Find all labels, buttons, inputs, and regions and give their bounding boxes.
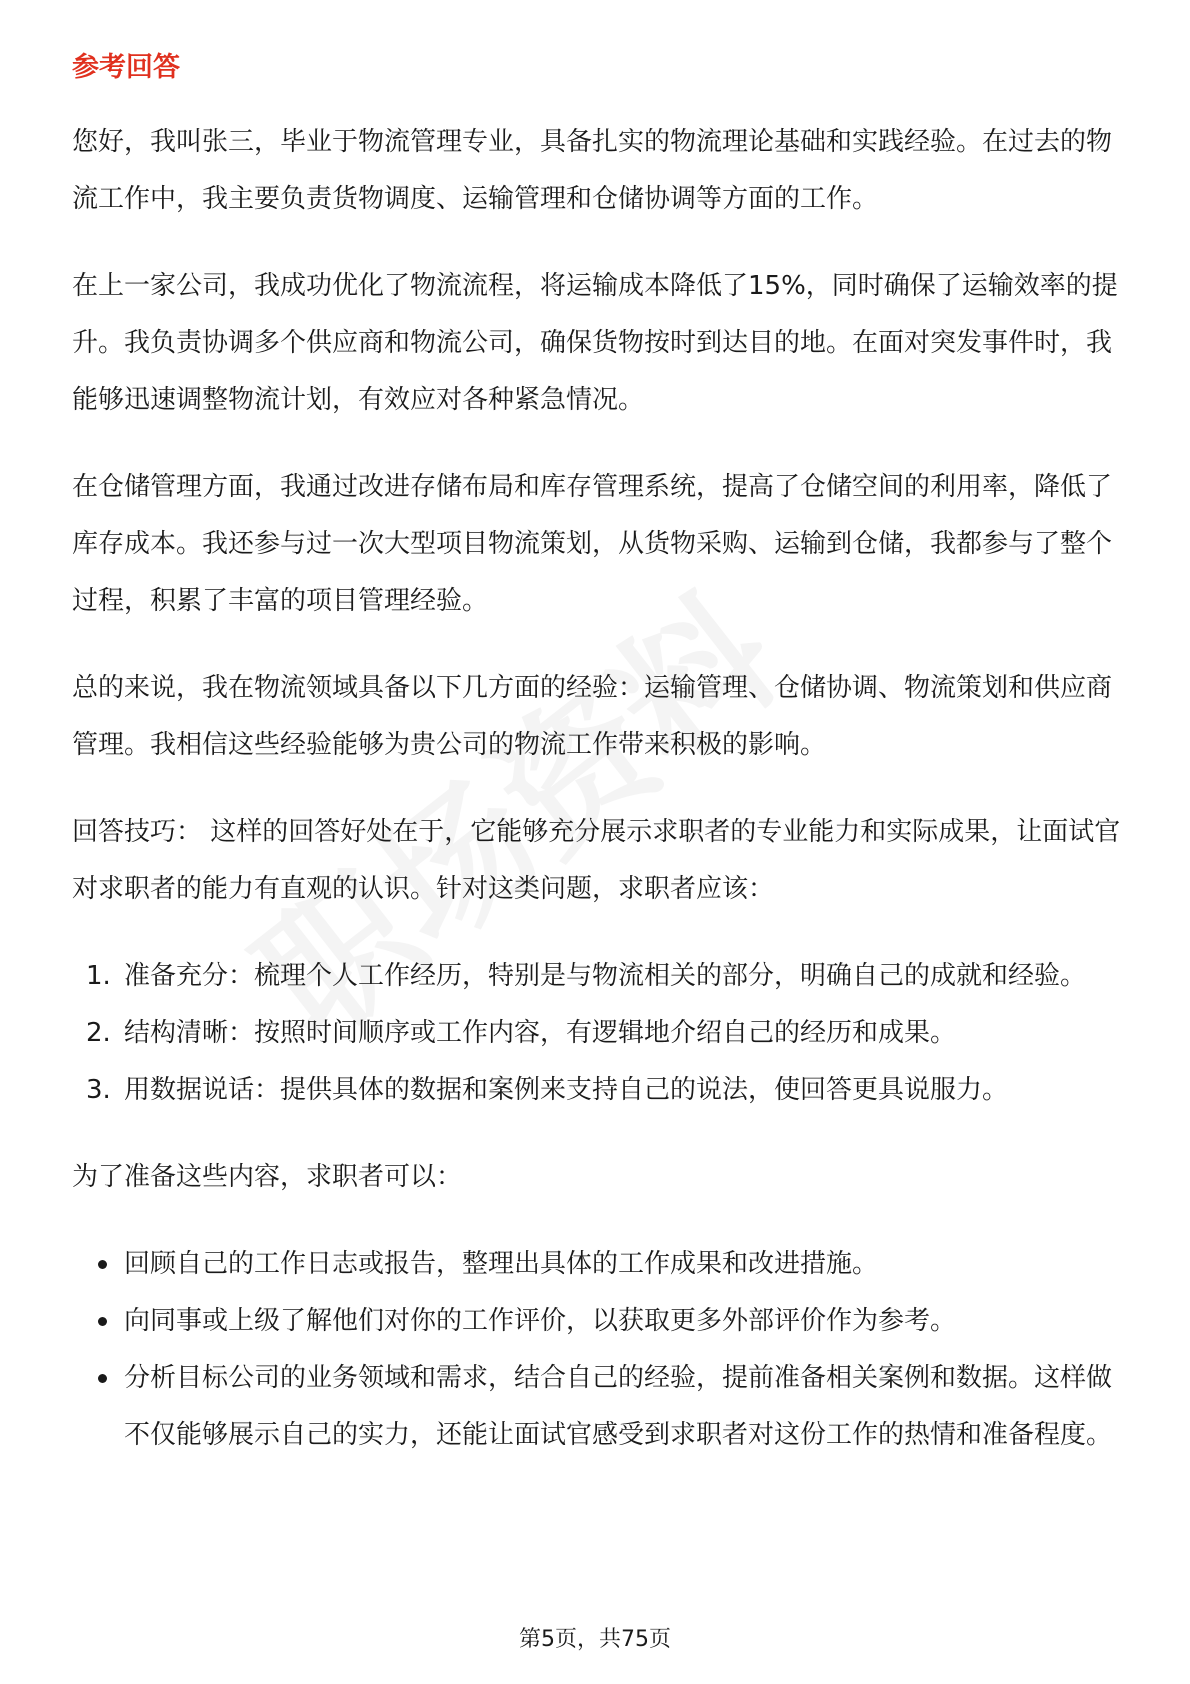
list-item-text: 用数据说话：提供具体的数据和案例来支持自己的说法，使回答更具说服力。	[124, 1075, 1009, 1105]
tips-list	[72, 948, 1122, 1119]
list-item	[72, 1236, 1122, 1293]
paragraph-summary: 总的来说，我在物流领域具备以下几方面的经验：运输管理、仓储协调、物流策划和供应商管理。我相信这些经验能够为贵公司的物流工作带来积极的影响。	[72, 673, 1113, 760]
list-item-text: 向同事或上级了解他们对你的工作评价，以获取更多外部评价作为参考。	[124, 1306, 957, 1336]
prep-list	[72, 1236, 1122, 1464]
list-item-text: 结构清晰：按照时间顺序或工作内容，有逻辑地介绍自己的经历和成果。	[124, 1018, 957, 1048]
section-heading: 参考回答	[72, 52, 180, 83]
list-item-text: 回顾自己的工作日志或报告，整理出具体的工作成果和改进措施。	[124, 1249, 879, 1279]
list-number: 3.	[86, 1075, 111, 1105]
paragraph-prep-intro: 为了准备这些内容，求职者可以：	[72, 1162, 463, 1192]
list-item	[72, 948, 1122, 1005]
list-item	[72, 1062, 1122, 1119]
list-item-text: 准备充分：梳理个人工作经历，特别是与物流相关的部分，明确自己的成就和经验。	[124, 961, 1087, 991]
bullet-icon	[98, 1260, 107, 1269]
list-item	[72, 1005, 1122, 1062]
bullet-icon	[98, 1317, 107, 1326]
paragraph-intro: 您好，我叫张三，毕业于物流管理专业，具备扎实的物流理论基础和实践经验。在过去的物流工作中，我主要负责货物调度、运输管理和仓储协调等方面的工作。	[72, 127, 1113, 214]
list-number: 2.	[86, 1018, 111, 1048]
list-item-text: 分析目标公司的业务领域和需求，结合自己的经验，提前准备相关案例和数据。这样做不仅能够展示自己的实力，还能让面试官感受到求职者对这份工作的热情和准备程度。	[124, 1363, 1113, 1450]
page-footer: 第5页，共75页	[519, 1627, 671, 1652]
bullet-icon	[98, 1374, 107, 1383]
document-page	[72, 48, 1122, 1464]
list-item	[72, 1293, 1122, 1350]
paragraph-warehouse: 在仓储管理方面，我通过改进存储布局和库存管理系统，提高了仓储空间的利用率，降低了库存成本。我还参与过一次大型项目物流策划，从货物采购、运输到仓储，我都参与了整个过程，积累了丰富的项目管理经验。	[72, 472, 1113, 616]
list-number: 1.	[86, 961, 111, 991]
list-item	[72, 1350, 1122, 1464]
paragraph-previous-company: 在上一家公司，我成功优化了物流流程，将运输成本降低了15%，同时确保了运输效率的提升。我负责协调多个供应商和物流公司，确保货物按时到达目的地。在面对突发事件时，我能够迅速调整物流计划，有效应对各种紧急情况。	[72, 271, 1118, 415]
paragraph-answer-tips: 回答技巧： 这样的回答好处在于，它能够充分展示求职者的专业能力和实际成果，让面试官对求职者的能力有直观的认识。针对这类问题，求职者应该：	[72, 817, 1121, 904]
